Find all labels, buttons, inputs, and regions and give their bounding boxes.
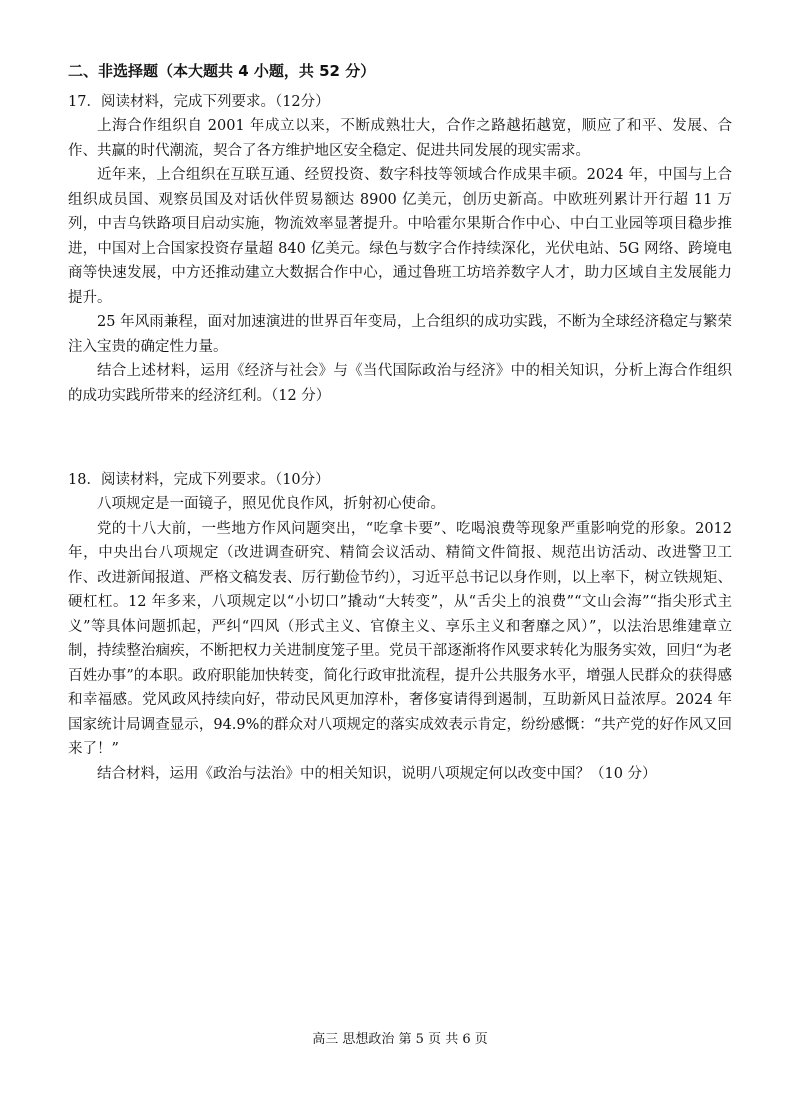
question-17 bbox=[68, 90, 732, 408]
page-footer: 高三 思想政治 第 5 页 共 6 页 bbox=[312, 1032, 488, 1047]
section-title: 二、非选择题（本大题共 4 小题，共 52 分） bbox=[68, 62, 376, 80]
question-17-prompt: 结合上述材料，运用《经济与社会》与《当代国际政治与经济》中的相关知识，分析上海合作组织的成功实践所带来的经济红利。（12 分） bbox=[68, 363, 732, 404]
question-18-heading: 18．阅读材料，完成下列要求。（10分） bbox=[68, 472, 330, 488]
question-18-prompt: 结合材料，运用《政治与法治》中的相关知识，说明八项规定何以改变中国？（10 分） bbox=[97, 765, 657, 782]
question-17-paragraph-2: 近年来，上合组织在互联互通、经贸投资、数字科技等领域合作成果丰硕。2024 年，中国与上合组织成员国、观察员国及对话伙伴贸易额达 8900 亿美元，创历史新高。中欧班列累计开行超 11 万列，中吉乌铁路项目启动实施，物流效率显著提升。中哈霍尔果斯合作中心、中白工业园等项目稳步推进，中国对上合国家投资存量超 840 亿美元。绿色与数字合作持续深化，光伏电站、5G 网络、跨境电商等快速发展，中方还推动建立大数据合作中心，通过鲁班工坊培养数字人才，助力区域自主发展能力提升。 bbox=[68, 167, 732, 306]
question-18 bbox=[68, 468, 732, 786]
question-18-paragraph-2: 党的十八大前，一些地方作风问题突出，“吃拿卡要”、吃喝浪费等现象严重影响党的形象。2012 年，中央出台八项规定（改进调查研究、精简会议活动、精简文件简报、规范出访活动、改进警卫工作、改进新闻报道、严格文稿发表、厉行勤俭节约），习近平总书记以身作则，以上率下，树立铁规矩、硬杠杠。12 年多来，八项规定以“小切口”撬动“大转变”，从“舌尖上的浪费”“文山会海”“指尖形式主义”等具体问题抓起，严纠“四风（形式主义、官僚主义、享乐主义和奢靡之风）”，以法治思维建章立制，持续整治痼疾，不断把权力关进制度笼子里。党员干部逐渐将作风要求转化为服务实效，回归“为老百姓办事”的本职。政府职能加快转变，简化行政审批流程，提升公共服务水平，增强人民群众的获得感和幸福感。党风政风持续向好，带动民风更加淳朴，奢侈宴请得到遏制，互助新风日益浓厚。2024 年国家统计局调查显示，94.9%的群众对八项规定的落实成效表示肯定，纷纷感慨：“共产党的好作风又回来了！” bbox=[68, 520, 732, 757]
question-17-paragraph-1: 上海合作组织自 2001 年成立以来，不断成熟壮大，合作之路越拓越宽，顺应了和平、发展、合作、共赢的时代潮流，契合了各方维护地区安全稳定、促进共同发展的现实需求。 bbox=[68, 118, 732, 159]
question-18-paragraph-1: 八项规定是一面镜子，照见优良作风，折射初心使命。 bbox=[97, 496, 445, 512]
question-17-heading: 17．阅读材料，完成下列要求。（12分） bbox=[68, 94, 330, 110]
question-17-paragraph-3: 25 年风雨兼程，面对加速演进的世界百年变局，上合组织的成功实践，不断为全球经济稳定与繁荣注入宝贵的确定性力量。 bbox=[68, 314, 732, 355]
